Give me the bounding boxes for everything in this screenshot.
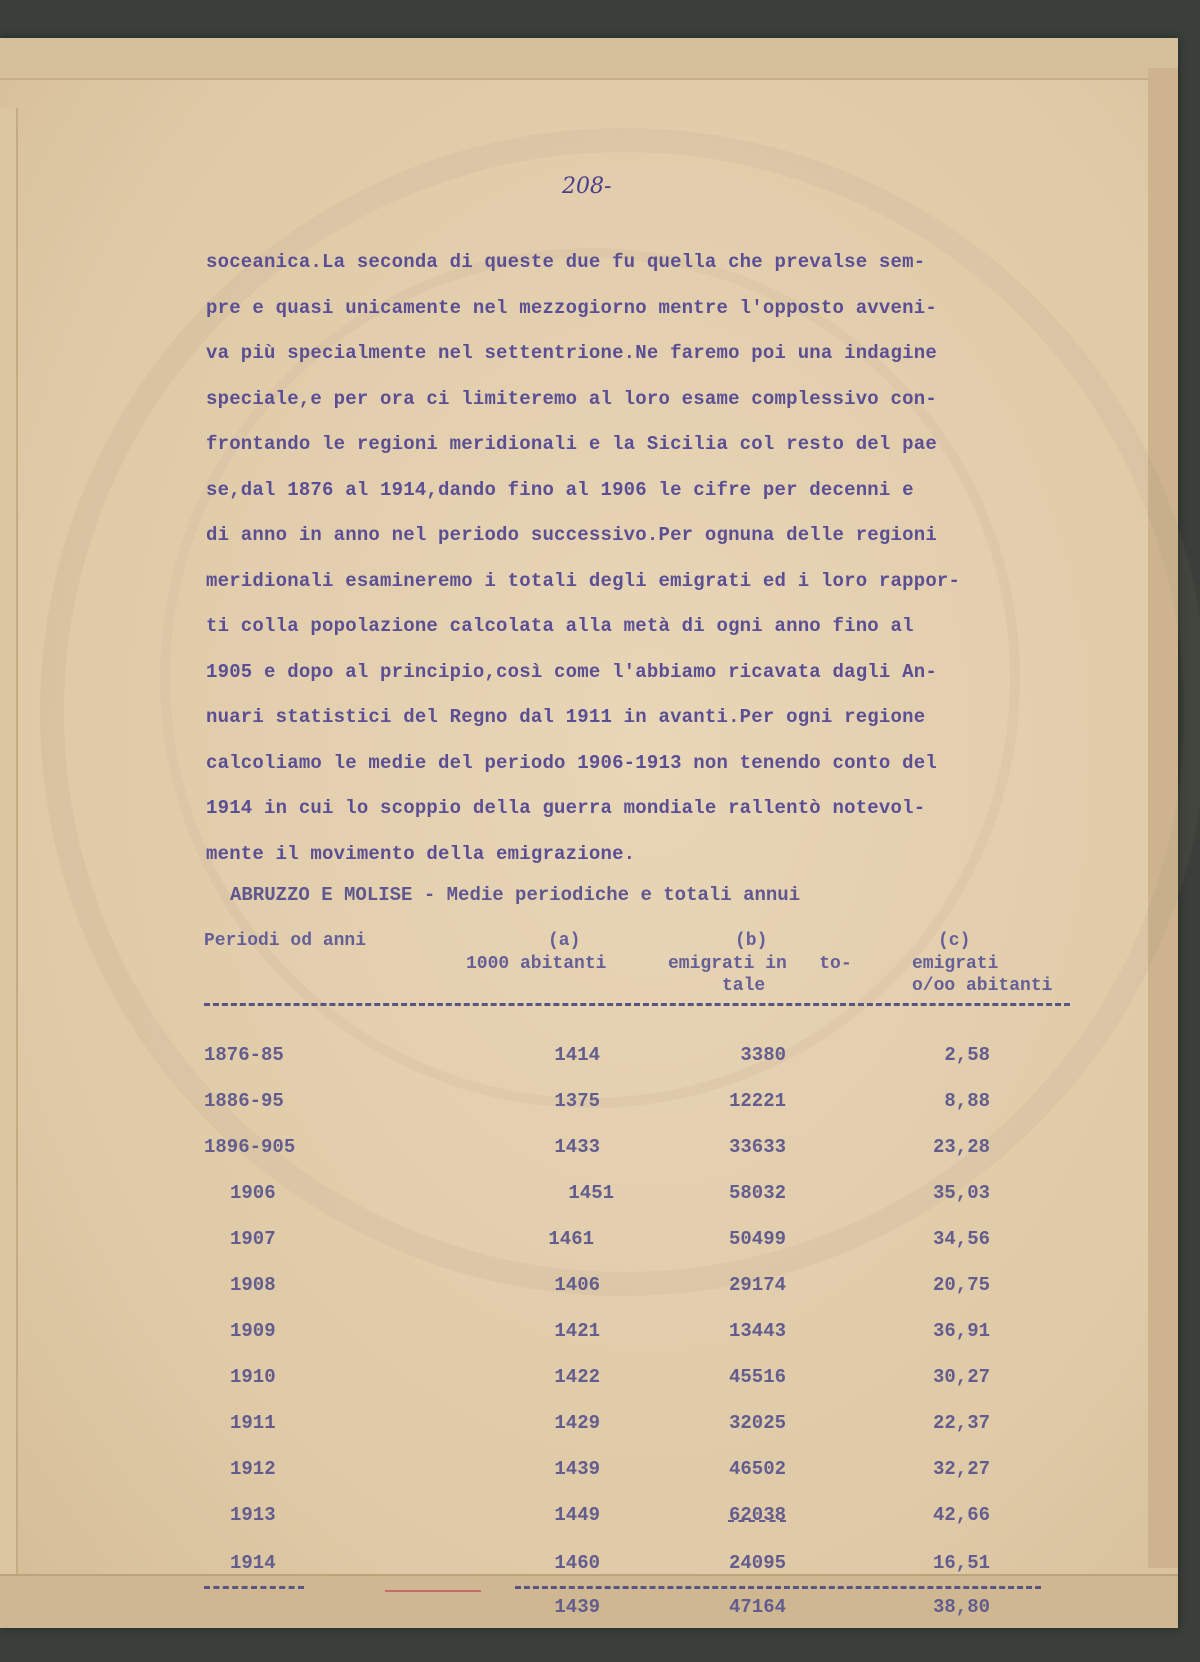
cell-a: 1449 <box>554 1504 600 1526</box>
cell-c: 30,27 <box>932 1366 990 1388</box>
cell-c: 8,88 <box>944 1090 990 1112</box>
header-c-label-cont: o/oo abitanti <box>912 976 1053 996</box>
body-line: calcoliamo le medie del periodo 1906-1913 non tenendo conto del <box>206 751 937 774</box>
cell-c: 20,75 <box>932 1274 990 1296</box>
cell-period: 1912 <box>230 1458 276 1480</box>
cell-b: 24095 <box>728 1552 786 1574</box>
body-line: frontando le regioni meridionali e la Sicilia col resto del pae <box>206 433 937 455</box>
header-b-mark: (b) <box>735 931 768 951</box>
cell-c: 23,28 <box>932 1136 990 1158</box>
cell-a: 1461 <box>548 1228 594 1250</box>
cell-c: 34,56 <box>932 1228 990 1250</box>
cell-b: 29174 <box>728 1274 786 1296</box>
body-line: di anno in anno nel periodo successivo.Per ognuna delle regioni <box>206 524 937 546</box>
cell-period: 1907 <box>230 1228 276 1250</box>
cell-c: 16,51 <box>932 1552 990 1574</box>
cell-a: 1422 <box>554 1366 600 1388</box>
body-line: se,dal 1876 al 1914,dando fino al 1906 le cifre per decenni e <box>206 478 914 501</box>
cell-a: 1460 <box>554 1552 600 1574</box>
body-line: pre e quasi unicamente nel mezzogiorno mentre l'opposto avveni- <box>206 296 937 319</box>
cell-a: 1429 <box>554 1412 600 1434</box>
header-c-label: emigrati <box>912 954 999 974</box>
summary-rule-left <box>204 1586 304 1589</box>
header-c-mark: (c) <box>938 931 971 951</box>
red-pencil-mark <box>385 1590 481 1592</box>
header-rule <box>204 1003 1070 1006</box>
paper-left-edge <box>0 108 18 1628</box>
paper-top-edge <box>0 38 1178 80</box>
cell-period: 1913 <box>230 1504 276 1526</box>
header-b-label: emigrati in to- <box>668 954 852 974</box>
body-line: ti colla popolazione calcolata alla metà di ogni anno fino al <box>206 615 914 637</box>
cell-period: 1914 <box>230 1552 276 1574</box>
page-number: 208- <box>562 174 612 199</box>
cell-period: 1906 <box>230 1182 276 1204</box>
cell-a: 1375 <box>554 1090 600 1112</box>
cell-b: 45516 <box>728 1366 786 1388</box>
cell-a: 1451 <box>568 1182 614 1204</box>
cell-period: 1886-95 <box>204 1090 284 1112</box>
cell-b: 32025 <box>728 1412 786 1434</box>
cell-c: 42,66 <box>932 1504 990 1526</box>
cell-b: 12221 <box>728 1090 786 1112</box>
cell-b: 33633 <box>728 1136 786 1158</box>
cell-a: 1439 <box>554 1596 600 1618</box>
body-line: soceanica.La seconda di queste due fu quella che prevalse sem- <box>206 251 926 273</box>
cell-b: 47164 <box>728 1596 786 1618</box>
cell-a: 1414 <box>554 1044 600 1066</box>
cell-c: 22,37 <box>932 1412 990 1434</box>
summary-rule <box>515 1586 1041 1589</box>
header-a-label: 1000 abitanti <box>466 954 607 974</box>
cell-c: 36,91 <box>932 1320 990 1342</box>
cell-a: 1433 <box>554 1136 600 1158</box>
cell-b: 13443 <box>728 1320 786 1342</box>
table-title: ABRUZZO E MOLISE - Medie periodiche e totali annui <box>230 884 801 906</box>
cell-period: 1910 <box>230 1366 276 1388</box>
table-row-summary <box>0 1596 1200 1620</box>
body-line: mente il movimento della emigrazione. <box>206 842 636 865</box>
header-period: Periodi od anni <box>204 931 367 951</box>
cell-c: 32,27 <box>932 1458 990 1480</box>
cell-period: 1908 <box>230 1274 276 1296</box>
body-line: va più specialmente nel settentrione.Ne faremo poi una indagine <box>206 342 937 364</box>
body-line: 1905 e dopo al principio,così come l'abbiamo ricavata dagli An- <box>206 660 937 683</box>
body-line: meridionali esamineremo i totali degli emigrati ed i loro rappor- <box>206 569 961 592</box>
cell-c: 35,03 <box>932 1182 990 1204</box>
cell-a: 1406 <box>554 1274 600 1296</box>
cell-period: 1909 <box>230 1320 276 1342</box>
header-a-mark: (a) <box>548 931 581 951</box>
body-line: speciale,e per ora ci limiteremo al loro esame complessivo con- <box>206 387 937 410</box>
cell-b: 50499 <box>728 1228 786 1250</box>
cell-period: 1876-85 <box>204 1044 284 1066</box>
cell-b: 46502 <box>728 1458 786 1480</box>
cell-b: 58032 <box>728 1182 786 1204</box>
cell-period: 1911 <box>230 1412 276 1434</box>
body-paragraph <box>206 240 1086 877</box>
cell-c: 38,80 <box>932 1596 990 1618</box>
cell-period: 1896-905 <box>204 1136 296 1158</box>
cell-a: 1439 <box>554 1458 600 1480</box>
cell-b: 62038 <box>728 1504 786 1526</box>
header-b-label-cont: tale <box>722 976 766 996</box>
body-line: 1914 in cui lo scoppio della guerra mondiale rallentò notevol- <box>206 797 926 819</box>
cell-b: 3380 <box>740 1044 786 1066</box>
body-line: nuari statistici del Regno dal 1911 in avanti.Per ogni regione <box>206 706 926 728</box>
paper-right-edge <box>1148 68 1178 1568</box>
cell-c: 2,58 <box>944 1044 990 1066</box>
cell-a: 1421 <box>554 1320 600 1342</box>
